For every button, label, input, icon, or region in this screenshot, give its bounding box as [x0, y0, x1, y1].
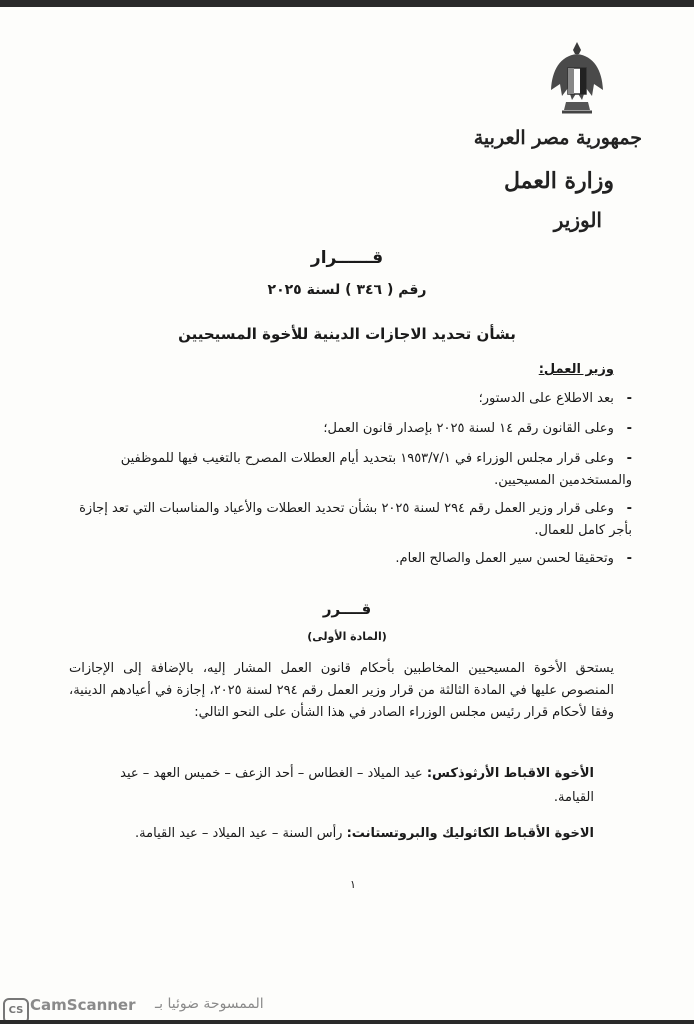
recital-item	[62, 388, 632, 410]
recital-item	[62, 418, 632, 440]
letterhead-minister: الوزير	[553, 208, 602, 232]
preamble-heading: وزير العمل:	[538, 362, 614, 377]
recital-text: وعلى قرار وزير العمل رقم ٢٩٤ لسنة ٢٠٢٥ بشأن تحديد العطلات والأعياد والمناسبات التي تعد إجازة بأجر كامل للعمال.	[79, 501, 632, 538]
decree-number: رقم ( ٣٤٦ ) لسنة ٢٠٢٥	[267, 282, 427, 298]
decree-subject: بشأن تحديد الاجازات الدينية للأخوة المسيحيين	[178, 325, 516, 343]
orthodox-label: الأخوة الاقباط الأرثوذكس:	[426, 766, 594, 781]
letterhead-ministry: وزارة العمل	[504, 168, 614, 194]
camscanner-name: CamScanner	[30, 996, 136, 1014]
bullet-dash: -	[626, 421, 632, 436]
article-title: (المادة الأولى)	[307, 630, 387, 643]
orthodox-holidays	[84, 762, 594, 810]
catholic-holiday-list: رأس السنة – عيد الميلاد – عيد القيامة.	[135, 826, 343, 841]
recital-text: وتحقيقا لحسن سير العمل والصالح العام.	[395, 551, 614, 566]
recital-text: بعد الاطلاع على الدستور؛	[478, 391, 614, 406]
camscanner-logo-icon: CS	[3, 998, 29, 1024]
bullet-dash: -	[626, 451, 632, 466]
recital-text: وعلى القانون رقم ١٤ لسنة ٢٠٢٥ بإصدار قانون العمل؛	[323, 421, 614, 436]
letterhead-country: جمهورية مصر العربية	[473, 127, 642, 149]
bullet-dash: -	[626, 501, 632, 516]
recital-item	[62, 448, 632, 492]
bullet-dash: -	[626, 391, 632, 406]
recital-text: وعلى قرار مجلس الوزراء في ١٩٥٣/٧/١ بتحديد أيام العطلات المصرح بالتغيب فيها للموظفين والمستخدمين المسيحيين.	[120, 451, 632, 488]
top-scan-edge	[0, 0, 694, 7]
catholic-label: الاخوة الأقباط الكاثوليك والبروتستانت:	[346, 826, 594, 841]
recital-item	[62, 548, 632, 570]
orthodox-holiday-list: عيد الميلاد – الغطاس – أحد الزعف – خميس العهد – عيد القيامة.	[120, 766, 594, 805]
bullet-dash: -	[626, 551, 632, 566]
article-text: يستحق الأخوة المسيحيين المخاطبين بأحكام قانون العمل المشار إليه، بالإضافة إلى الإجازات المنصوص عليها في المادة الثالثة من قرار وزير العمل رقم ٢٩٤ لسنة ٢٠٢٥، إجازة في أعيادهم الدينية، وفقا لأحكام قرار رئيس مجلس الوزراء الصادر في هذا الشأن على النحو التالي:	[69, 661, 614, 720]
decision-word: قــــرر	[322, 600, 372, 618]
page-mark: ١	[350, 878, 356, 891]
decree-title: قــــــرار	[310, 248, 384, 268]
bottom-scan-edge	[0, 1020, 694, 1024]
catholic-holidays	[74, 822, 594, 846]
egypt-eagle-emblem-icon	[548, 40, 606, 118]
recital-item	[62, 498, 632, 542]
camscanner-arabic-caption: الممسوحة ضوئيا بـ	[155, 996, 264, 1012]
